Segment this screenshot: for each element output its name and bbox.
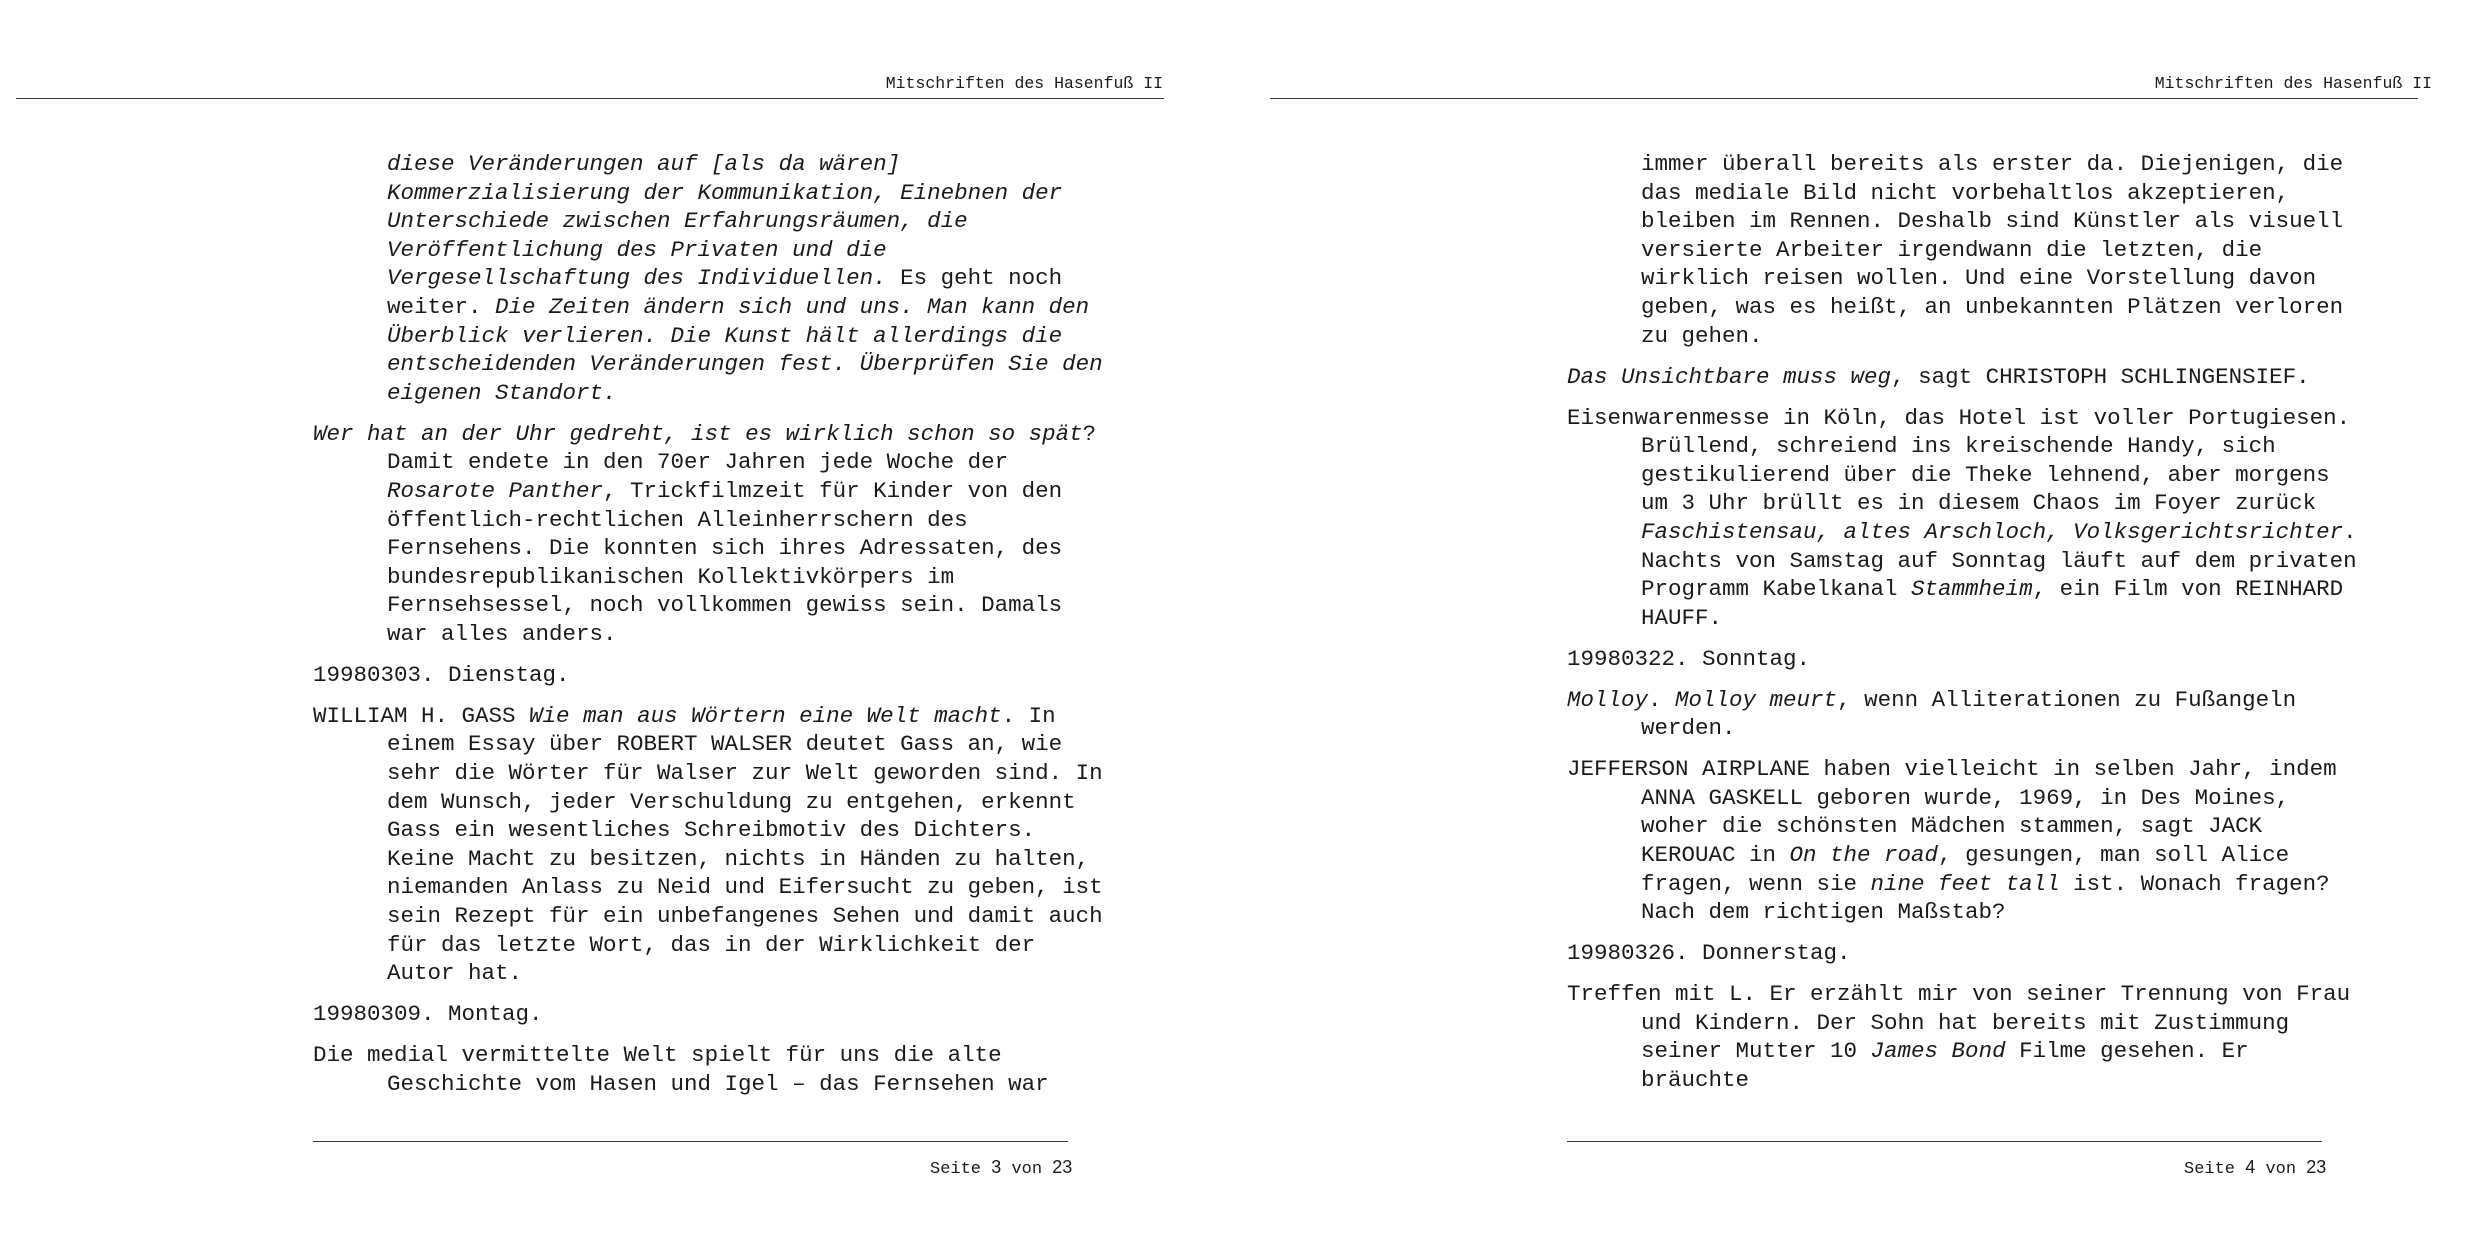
- entry-date: [1567, 645, 2357, 674]
- footer-prefix: Seite: [930, 1160, 982, 1179]
- footer-prefix: Seite: [2184, 1160, 2236, 1179]
- italic-text: Wer hat an der Uhr gedreht, ist es wirklich schon so spät: [313, 420, 1083, 447]
- footer-mid: von: [2265, 1160, 2297, 1179]
- text-run: .: [1648, 686, 1676, 713]
- text-run: Es geht noch weiter.: [387, 265, 1063, 320]
- text-run: 19980309. Montag.: [313, 1001, 543, 1028]
- footer-rule: [313, 1141, 1068, 1142]
- entry-date: [313, 661, 1103, 690]
- paragraph: [1567, 980, 2357, 1094]
- text-run: Filme gesehen. Er bräuchte: [1641, 1038, 2249, 1093]
- text-run: 19980322. Sonntag.: [1567, 645, 1811, 672]
- entry-date: [313, 1000, 1103, 1029]
- text-run: 19980326. Donnerstag.: [1567, 940, 1851, 967]
- paragraph: [1567, 404, 2357, 633]
- text-run: , sagt CHRISTOPH SCHLINGENSIEF.: [1891, 363, 2310, 390]
- italic-text: Molloy: [1567, 686, 1649, 713]
- running-head: Mitschriften des Hasenfuß II: [885, 74, 1163, 93]
- italic-text: nine feet tall: [1870, 870, 2060, 897]
- italic-text: Das Unsichtbare muss weg: [1567, 363, 1892, 390]
- text-run: Eisenwarenmesse in Köln, das Hotel ist voller Portugiesen. Brüllend, schreiend ins kreischende Handy, sich gestikulierend über die Theke lehnend, aber morgens um 3 Uhr brüllt es in diesem Chaos im Foyer zurück: [1567, 404, 2351, 517]
- text-run: , gesungen, man soll Alice fragen, wenn sie: [1641, 842, 2290, 897]
- header-rule: [16, 98, 1164, 99]
- text-run: , wenn Alliterationen zu Fußangeln werden.: [1641, 686, 2297, 742]
- page-total: 23: [2306, 1157, 2327, 1177]
- italic-text: diese Veränderungen auf [als da wären] Kommerzialisierung der Kommunikation, Einebnen der Unterschiede zwischen Erfahrungsräumen, die Veröffentlichung des Privaten und die Vergesellschaftung des Individuellen.: [387, 151, 1063, 292]
- paragraph: [1567, 686, 2357, 743]
- footer-rule: [1567, 1141, 2322, 1142]
- italic-text: Stammheim: [1911, 576, 2033, 603]
- header-rule: [1270, 98, 2418, 99]
- text-run: ist. Wonach fragen? Nach dem richtigen Maßstab?: [1641, 870, 2330, 926]
- page-footer: [2184, 1157, 2326, 1180]
- running-head: Mitschriften des Hasenfuß II: [2154, 74, 2432, 93]
- italic-text: Wie man aus Wörtern eine Welt macht: [529, 702, 1002, 729]
- text-run: , Trickfilmzeit für Kinder von den öffentlich-rechtlichen Alleinherrschern des Fernsehens. Die konnten sich ihres Adressaten, des bundesrepublikanischen Kollektivkörpers im Fernsehsessel, noch vollkommen gewiss sein. Damals war alles anders.: [387, 477, 1063, 647]
- page-total: 23: [1052, 1157, 1073, 1177]
- page-body: [313, 150, 1103, 1111]
- text-run: ? Damit endete in den 70er Jahren jede Woche der: [387, 420, 1097, 476]
- paragraph: [313, 702, 1103, 988]
- paragraph: [313, 420, 1103, 649]
- text-run: JEFFERSON AIRPLANE haben vielleicht in selben Jahr, indem ANNA GASKELL geboren wurde, 1969, in Des Moines, woher die schönsten Mädchen stammen, sagt JACK KEROUAC in: [1567, 756, 2337, 869]
- text-run: Treffen mit L. Er erzählt mir von seiner Trennung von Frau und Kindern. Der Sohn hat bereits mit Zustimmung seiner Mutter 10: [1567, 981, 2351, 1065]
- text-run: 19980303. Dienstag.: [313, 661, 570, 688]
- page-right: [1240, 0, 2480, 1240]
- paragraph: [1567, 755, 2357, 927]
- text-run: immer überall bereits als erster da. Diejenigen, die das mediale Bild nicht vorbehaltlos akzeptieren, bleiben im Rennen. Deshalb sind Künstler als visuell versierte Arbeiter irgendwann die letzten, die wirklich reisen wollen. Und eine Vorstellung davon geben, was es heißt, an unbekannten Plätzen verloren zu gehen.: [1641, 151, 2344, 349]
- italic-text: Die Zeiten ändern sich und uns. Man kann den Überblick verlieren. Die Kunst hält allerdings die entscheidenden Veränderungen fest. Überprüfen Sie den eigenen Standort.: [387, 293, 1103, 406]
- italic-text: Faschistensau, altes Arschloch, Volksgerichtsrichter: [1641, 518, 2344, 545]
- page-body: [1567, 150, 2357, 1107]
- text-run: . In einem Essay über ROBERT WALSER deutet Gass an, wie sehr die Wörter für Walser zur Welt geworden sind. In dem Wunsch, jeder Verschuldung zu entgehen, erkennt Gass ein wesentliches Schreibmotiv des Dichters. Keine Macht zu besitzen, nichts in Händen zu halten, niemanden Anlass zu Neid und Eifersucht zu geben, ist sein Rezept für ein unbefangenes Sehen und damit auch für das letzte Wort, das in der Wirklichkeit der Autor hat.: [387, 702, 1103, 987]
- italic-text: On the road: [1789, 842, 1939, 869]
- paragraph: [1567, 363, 2357, 392]
- italic-text: Molloy meurt: [1675, 686, 1838, 713]
- text-run: . Nachts von Samstag auf Sonntag läuft auf dem privaten Programm Kabelkanal: [1641, 518, 2357, 603]
- paragraph: [313, 1041, 1103, 1098]
- page-footer: [930, 1157, 1072, 1180]
- paragraph: [313, 150, 1103, 407]
- entry-date: [1567, 939, 2357, 968]
- text-run: WILLIAM H. GASS: [313, 702, 530, 729]
- italic-text: James Bond: [1870, 1038, 2006, 1065]
- footer-mid: von: [1011, 1160, 1043, 1179]
- paragraph: [1567, 150, 2357, 350]
- page-number: 3: [991, 1157, 1002, 1177]
- text-run: , ein Film von REINHARD HAUFF.: [1641, 576, 2344, 631]
- italic-text: Rosarote Panther: [387, 477, 604, 504]
- page-number: 4: [2245, 1157, 2256, 1177]
- text-run: Die medial vermittelte Welt spielt für uns die alte Geschichte vom Hasen und Igel – das Fernsehen war: [313, 1042, 1049, 1097]
